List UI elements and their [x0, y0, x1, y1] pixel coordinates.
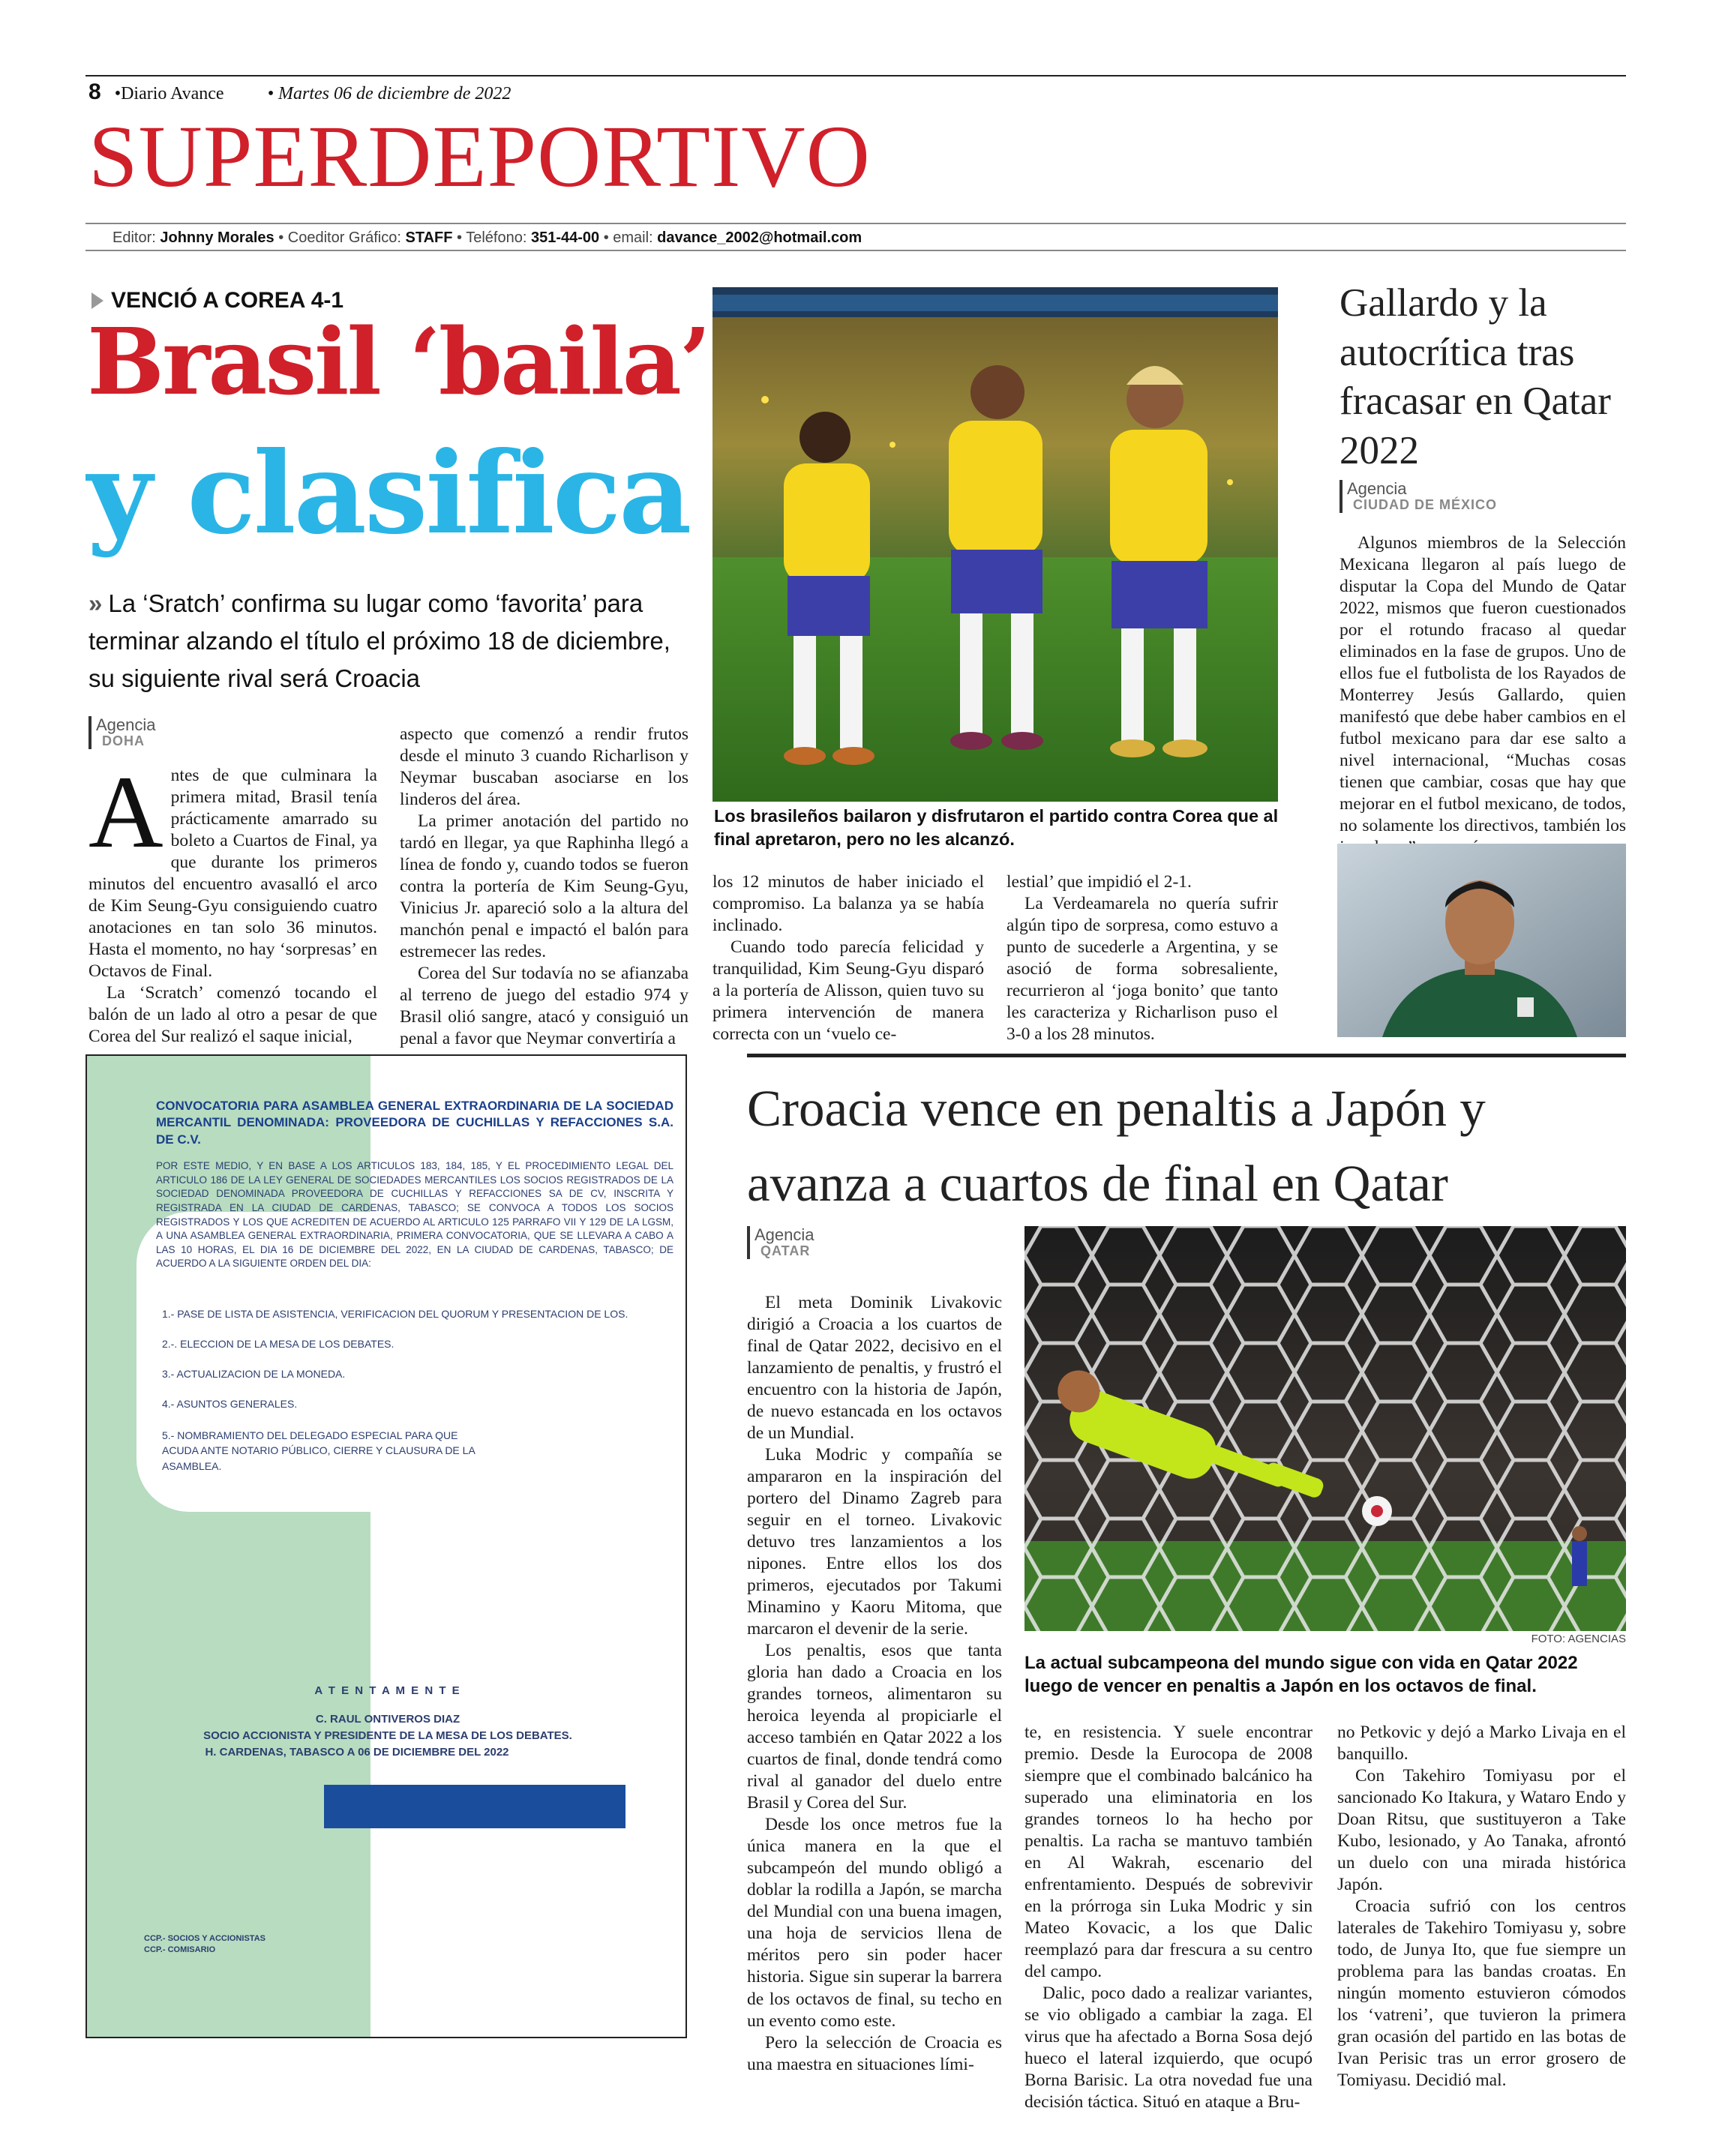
page-number: 8	[88, 79, 101, 104]
ad-agenda-item: 1.- PASE DE LISTA DE ASISTENCIA, VERIFICACION DEL QUORUM Y PRESENTACION DE LOS.	[162, 1308, 628, 1320]
gallardo-portrait-photo	[1337, 844, 1626, 1037]
ad-body: POR ESTE MEDIO, Y EN BASE A LOS ARTICULOS 183, 184, 185, Y EL PROCEDIMIENTO LEGAL DEL ARTICULO 186 DE LA LEY GENERAL DE SOCIEDADES MERCANTILES LOS SOCIOS REGISTRADOS DE LA SOCIEDAD DENOMINADA PROVEEDORA DE CUCHILLAS Y REFACCIONES SA DE CV, INSCRITA Y REGISTRADA EN LA CIUDAD DE CARDENAS, TABASCO; SE CONVOCA A TODOS LOS SOCIOS REGISTRADOS Y LOS QUE ACREDITEN DE ACUERDO AL ARTICULO 125 PARRAFO VII Y 129 DE LA LGSM, A UNA ASAMBLEA GENERAL EXTRAORDINARIA, PRIMERA CONVOCATORIA, QUE SE LLEVARA A CABO A LAS 10 HORAS, EL DIA 16 DE DICIEMBRE DEL 2022, EN LA CIUDAD DE CARDENAS, TABASCO; DE ACUERDO A LA SIGUIENTE ORDEN DEL DIA:	[156, 1160, 674, 1270]
lead-column-3: los 12 minutos de haber iniciado el compromiso. La balanza ya se había inclinado. Cuando todo parecía felicidad y tranquilidad, Kim Seung-Gyu disparó a la portería de Alisson, quien tuvo su primera intervención de manera correcta con un ‘vuelo ce-	[712, 872, 984, 1045]
croatia-headline: Croacia vence en penaltis a Japón y avanza a cuartos de final en Qatar	[747, 1080, 1486, 1213]
paper-name: •Diario Avance	[114, 84, 224, 103]
sidebar-agency: Agencia CIUDAD DE MÉXICO	[1340, 480, 1497, 513]
croatia-column-2: te, en resistencia. Y suele encontrar premio. Desde la Eurocopa de 2008 siempre que el combinado balcánico ha superado una eliminatoria en los grandes torneos lo ha hecho por penaltis. La racha se mantuvo también en Al Wakrah, escenario del enfrentamiento. Después de sobrevivir en la prórroga sin Luka Modric y sin Mateo Kovacic, a los que Dalic reemplazó para dar frescura a su centro del campo. Dalic, poco dado a realizar variantes, se vio obligado a cambiar la zaga. El virus que ha afectado a Borna Sosa dejó hueco el lateral izquierdo, que ocupó Borna Barisic. La otra novedad fue una decisión táctica. Situó en ataque a Bru-	[1024, 1723, 1312, 2113]
section-title: SUPERDEPORTIVO	[88, 107, 871, 205]
ad-signer: C. RAUL ONTIVEROS DIAZ	[315, 1713, 460, 1726]
lead-column-4: lestial’ que impidió el 2-1. La Verdeamarela no quería sufrir algún tipo de sorpresa, como estuvo a punto de sucederle a Argentina, y se asoció de forma sobresaliente, recurrieron al ‘joga bonito’ que tanto les caracteriza y Richarlison puso el 3-0 a los 28 minutos.	[1006, 872, 1278, 1045]
section-rule	[747, 1054, 1626, 1057]
triangle-icon	[92, 292, 104, 309]
ad-agenda-item: 4.- ASUNTOS GENERALES.	[162, 1398, 298, 1410]
lead-column-2: aspecto que comenzó a rendir frutos desde el minuto 3 cuando Richarlison y Neymar buscaban asociarse en los linderos del área. La primer anotación del partido no tardó en llegar, ya que Raphinha llegó a línea de fondo y, cuando todos se fueron contra la portería de Kim Seung-Gyu, Vinicius Jr. apareció solo a la altura del manchón penal e impactó el balón para estremecer las redes. Corea del Sur todavía no se afianzaba al terreno de juego del estadio 974 y Brasil olió sangre, atacó y consiguió un penal a favor que Neymar convertiría a	[400, 724, 688, 1049]
lead-headline-line1: Brasil ‘baila’	[87, 307, 710, 415]
lead-column-1: A ntes de que culminara la primera mitad, Brasil tenía prácticamente amarrado su boleto a Cuartos de Final, ya que durante los primeros minutos del encuentro avasalló el arco de Kim Seung-Gyu consiguiendo cuatro anotaciones en tan solo 36 minutos. Hasta el momento, no hay ‘sorpresas’ en Octavos de Final. La ‘Scratch’ comenzó tocando el balón de un lado al otro a pesar de que Corea del Sur realizó el saque inicial,	[88, 754, 377, 1047]
brazil-photo-caption: Los brasileños bailaron y disfrutaron el partido contra Corea que al final apretaron, pero no les alcanzó.	[714, 806, 1279, 849]
croatia-agency: Agencia QATAR	[747, 1226, 814, 1259]
sidebar-body: Algunos miembros de la Selección Mexicana llegaron al país luego de disputar la Copa del Mundo de Qatar 2022, mismos que fueron cuestionados por el rotundo fracaso al quedar eliminados en la fase de grupos. Uno de ellos fue el futbolista de los Rayados de Monterrey Jesús Gallardo, quien manifestó que debe haber cambios en el futbol mexicano para dar ese salto a nivel internacional, “Muchas cosas tienen que cambiar, cosas que hay que mejorar en el futbol mexicano, de todos, no solamente los directivos, también los	[1340, 533, 1626, 836]
penalty-save-photo	[1024, 1226, 1626, 1631]
ad-closing: A T E N T A M E N T E	[314, 1684, 461, 1697]
top-rule	[86, 75, 1626, 76]
ad-signer-role: SOCIO ACCIONISTA Y PRESIDENTE DE LA MESA DE LOS DEBATES.	[203, 1729, 572, 1742]
ad-blue-block	[324, 1785, 626, 1828]
page-header	[88, 79, 511, 109]
lead-agency: Agencia DOHA	[88, 716, 156, 749]
ad-agenda-item: 2.-. ELECCION DE LA MESA DE LOS DEBATES.	[162, 1338, 394, 1350]
ad-title: CONVOCATORIA PARA ASAMBLEA GENERAL EXTRAORDINARIA DE LA SOCIEDAD MERCANTIL DENOMINADA: PROVEEDORA DE CUCHILLAS Y REFACCIONES S.A. DE C.V.	[156, 1099, 674, 1147]
brazil-players-photo	[712, 287, 1278, 802]
lead-deck: » La ‘Sratch’ confirma su lugar como ‘favorita’ para terminar alzando el título el próximo 18 de diciembre, su siguiente rival será Croacia	[88, 589, 670, 693]
lead-kicker: VENCIÓ A COREA 4-1	[92, 288, 344, 313]
penalty-photo-caption: La actual subcampeona del mundo sigue con vida en Qatar 2022 luego de vencer en penaltis a Japón en los octavos de final.	[1024, 1653, 1578, 1697]
ad-agenda-item: 5.- NOMBRAMIENTO DEL DELEGADO ESPECIAL PARA QUE ACUDA ANTE NOTARIO PÚBLICO, CIERRE Y CLAUSURA DE LA ASAMBLEA.	[162, 1429, 476, 1472]
drop-cap: A	[88, 754, 164, 869]
lead-headline-line2: y clasifica	[87, 427, 690, 559]
ad-agenda-item: 3.- ACTUALIZACION DE LA MONEDA.	[162, 1368, 346, 1380]
editor-line: Editor: Johnny Morales • Coeditor Gráfico: STAFF • Teléfono: 351-44-00 • email: davance_2002@hotmail.com	[86, 223, 1626, 251]
legal-notice-ad	[86, 1054, 687, 2038]
croatia-column-1: El meta Dominik Livakovic dirigió a Croacia a los cuartos de final de Qatar 2022, decisivo en el lanzamiento de penaltis, y frustró el encuentro con la historia de Japón, de nuevo estancada en los octavos de un Mundial. Luka Modric y compañía se ampararon en la inspiración del portero del Dinamo Zagreb para seguir en el torneo. Livakovic detuvo tres lanzamientos a los nipones. Entre ellos los dos primeros, ejecutados por Takumi Minamino y Kaoru Mitoma, que marcaron el devenir de la serie. Los penaltis, esos que tanta gloria han dado a Croacia en los grandes torneos, alimentaron su heroica leyenda al propiciarle el acceso también en Qatar 2022 a los cuartos de final, donde tendrá como rival al ganador del duelo entre Brasil y Corea del Sur. Desde los once metros fue la única manera en la que el subcampeón del mundo obligó a doblar la rodilla a Japón, se marcha del Mundial con una buena imagen, una hoja de servicios llena de méritos pero sin poder hacer historia. Sigue sin superar la barrera de los octavos de final, su techo en un evento como este. Pero la selección de Croacia es una maestra en situaciones lími-	[747, 1293, 1002, 2074]
croatia-column-3: no Petkovic y dejó a Marko Livaja en el banquillo. Con Takehiro Tomiyasu por el sancionado Ko Itakura, y Wataro Endo y Doan Ritsu, que sustituyeron a Take Kubo, lesionado, y Ao Tanaka, afrontó un duelo con una mirada histórica Japón. Croacia sufrió con los centros laterales de Takehiro Tomiyasu y, sobre todo, de Junya Ito, que fue siempre un problema para las bandas croatas. En ningún momento estuvieron cómodos los ‘vatreni’, que tuvieron la primera gran ocasión del partido en las botas de Ivan Perisic tras un error grosero de Tomiyasu. Decidió mal.	[1337, 1723, 1626, 2091]
chevron-icon: »	[88, 589, 103, 617]
ad-ccp: CCP.- SOCIOS Y ACCIONISTAS CCP.- COMISARIO	[144, 1934, 266, 1954]
photo-credit: FOTO: AGENCIAS	[1531, 1633, 1626, 1645]
ad-signer-place: H. CARDENAS, TABASCO A 06 DE DICIEMBRE DEL 2022	[205, 1746, 509, 1759]
sidebar-headline: Gallardo y la autocrítica tras fracasar en Qatar 2022	[1340, 281, 1611, 473]
email-link[interactable]: davance_2002@hotmail.com	[657, 229, 862, 246]
issue-date: • Martes 06 de diciembre de 2022	[267, 84, 512, 103]
